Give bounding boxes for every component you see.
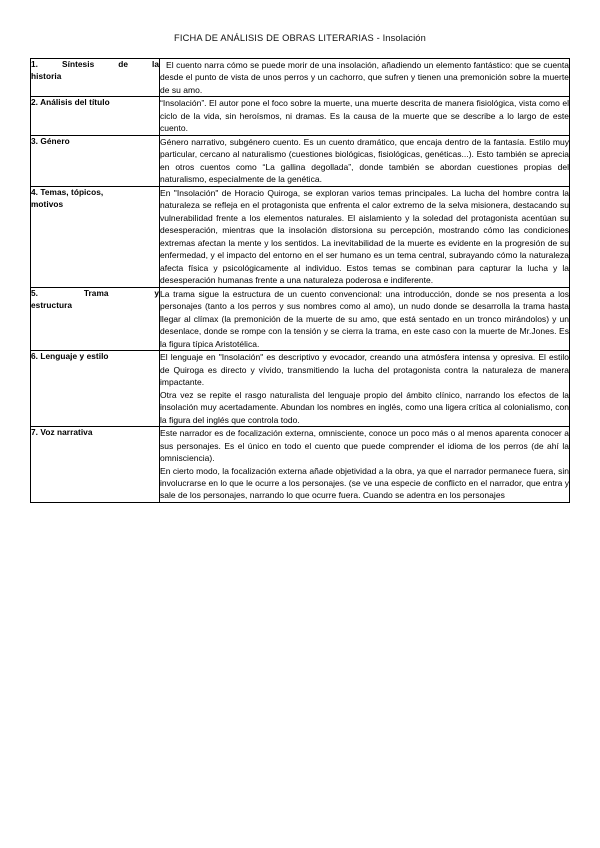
table-row [31,59,570,97]
row-body-cell-genero [160,135,570,186]
row-body-temas-topicos-motivos [160,187,569,287]
row-body-cell-lenguaje-estilo [160,351,570,427]
row-body-sintesis-historia [160,59,569,96]
row-body-trama-estructura [160,288,569,350]
paragraph: Este narrador es de focalización externa, omnisciente, conoce un poco más o al menos aparenta conocer a sus personajes. Es el único en todo el cuento que puede comprender el idioma de los perros (de ahí la omnisciencia). [160,428,569,464]
row-number: 1. [31,59,39,69]
row-label-sintesis-historia [31,59,159,83]
table-row [31,135,570,186]
row-body-cell-voz-narrativa [160,427,570,503]
row-label-voz-narrativa: 7. Voz narrativa [31,427,93,438]
row-body-lenguaje-estilo [160,351,569,426]
row-body-cell-analisis-titulo [160,97,570,135]
paragraph: El lenguaje en "Insolación" es descriptivo y evocador, creando una atmósfera intensa y opresiva. El estilo de Quiroga es directo y vívido, transmitiendo la lucha del protagonista contra la naturaleza de manera impactante. [160,352,569,388]
paragraph: El cuento narra cómo se puede morir de una insolación, añadiendo un elemento fantástico: que se cuenta desde el punto de vista de unos perros y un cachorro, que sufren y tienen una premonición sobre la muerte de su amo. [160,60,569,95]
row-label-cell-lenguaje-estilo [31,351,160,427]
row-body-cell-trama-estructura [160,287,570,350]
table-row [31,427,570,503]
paragraph: En "Insolación" de Horacio Quiroga, se exploran varios temas principales. La lucha del hombre contra la naturaleza se refleja en el protagonista que enfrenta el calor extremo de la selva misionera, destacando su vulnerabilidad frente a los elementos naturales. El aislamiento y la soledad del protagonista acentúan su desesperación, mientras que la insolación distorsiona su percepción, mostrando cómo las condiciones extremas afectan la mente y los sentidos. La inevitabilidad de la muerte es evidente en la progresión de su enfermedad, y el impacto del entorno en el ser humano es un tema central, subrayando cómo la naturaleza afecta física y psicológicamente al individuo. Estos temas se combinan para capturar la lucha y la desesperación humanas frente a una naturaleza poderosa e indiferente. [160,187,569,286]
row-label-lastline: historia [31,70,62,81]
paragraph: En cierto modo, la focalización externa añade objetividad a la obra, ya que el narrador permanece fuera, sin involucrarse en lo que le ocurre a los personajes. (se ve una especie de conflicto en el narrador, que entra y sale de los personajes, narrando lo que ocurre fuera. Cuando se adentra en los personajes [160,465,569,501]
row-label-words: Síntesis de la [62,59,159,69]
row-body-voz-narrativa [160,427,569,502]
row-label-lastline: motivos [31,198,64,209]
row-label-temas-topicos-motivos [31,187,159,211]
row-label-trama-estructura [31,288,159,312]
paragraph: Género narrativo, subgénero cuento. Es un cuento dramático, que encaja dentro de la fantasía. Estilo muy particular, cercano al naturalismo (cuestiones biológicas, fisiológicas, genéticas...). Esto también se aprecia en otros cuentos como “La gallina degollada”, donde también se abordan cuestiones propias del naturalismo, especialmente de la genética. [160,136,569,185]
row-body-genero [160,136,569,186]
row-label-analisis-titulo: 2. Análisis del título [31,97,110,108]
row-label-cell-trama-estructura [31,287,160,350]
paragraph: “Insolación”. El autor pone el foco sobre la muerte, una muerte descrita de manera fisiológica, vista como el ciclo de la vida, sin heroísmos, ni dramas. Es la causa de la muerte que se describe a lo largo de este cuento. [160,98,569,134]
row-number: 5. [31,287,39,298]
row-label-cell-genero [31,135,160,186]
row-label-lenguaje-estilo: 6. Lenguaje y estilo [31,351,109,362]
row-label-lastline: estructura [31,299,73,310]
table-row [31,351,570,427]
table-row [31,186,570,287]
row-body-analisis-titulo [160,97,569,134]
table-row [31,287,570,350]
row-label-cell-voz-narrativa [31,427,160,503]
analysis-table [30,58,570,503]
row-label-genero: 3. Género [31,135,70,146]
table-body [31,59,570,503]
paragraph: La trama sigue la estructura de un cuento convencional: una introducción, donde se nos presenta a los personajes (tanto a los perros y sus nombres como al amo), un nudo donde se desarrolla la trama hasta llegar al clímax (la premonición de la muerte de su amo, que está sentado en un tronco mirándolos) y un desenlace, donde se rompe con la tensión y se cierra la trama, en este caso con la muerte de Mr.Jones. Es la figura típica Aristotélica. [160,288,569,349]
row-label-cell-sintesis-historia [31,59,160,97]
paragraph: Otra vez se repite el rasgo naturalista del lenguaje propio del ámbito clínico, narrando los efectos de la insolación muy acertadamente. Abundan los nombres en inglés, como una ligera crítica al colonialismo, con la figura del inglés que controla todo. [160,389,569,425]
row-label-words: Trama y [83,287,160,298]
row-label-cell-temas-topicos-motivos [31,186,160,287]
page-title: FICHA DE ANÁLISIS DE OBRAS LITERARIAS - Insolación [174,33,426,43]
row-body-cell-temas-topicos-motivos [160,186,570,287]
row-body-cell-sintesis-historia [160,59,570,97]
row-label-cell-analisis-titulo [31,97,160,135]
table-row [31,97,570,135]
row-label-words: 4. Temas, tópicos, [31,186,104,197]
